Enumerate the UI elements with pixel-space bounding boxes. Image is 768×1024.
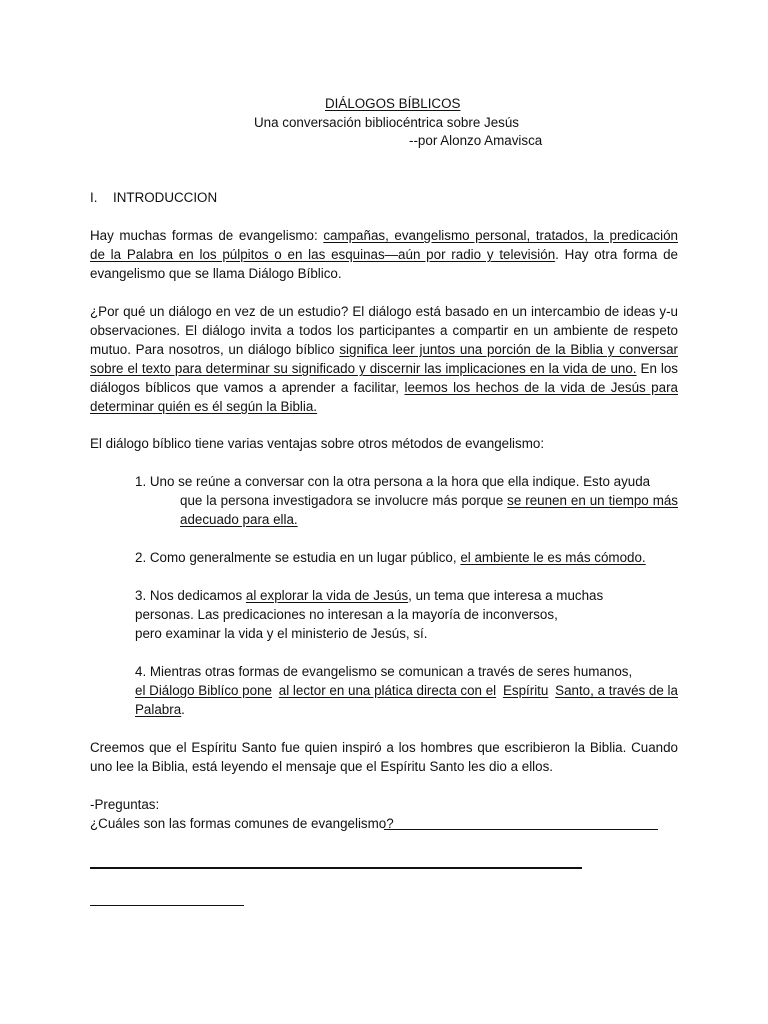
p1-text-c: . Hay otra forma de evangelismo que se llama Diálogo Bíblico. (90, 247, 678, 281)
answer-line-3[interactable] (90, 905, 244, 906)
advantages-intro: El diálogo bíblico tiene varias ventajas sobre otros métodos de evangelismo: (90, 436, 545, 451)
advantage-2 (135, 548, 646, 567)
advantage-1-continuation (180, 491, 678, 529)
intro-paragraph-1 (90, 226, 678, 283)
item4-underlined-f: Palabra (135, 702, 182, 717)
item4-underlined-b: el Diálogo Biblíco pone (135, 683, 272, 698)
p1-text-a: Hay muchas formas de evangelismo: (90, 228, 324, 243)
advantage-1-line-1: 1. Uno se reúne a conversar con la otra persona a la hora que ella indique. Esto ayuda (135, 474, 651, 489)
item3-text-a: 3. Nos dedicamos (135, 588, 246, 603)
advantage-3-line-2: personas. Las predicaciones no interesan a la mayoría de inconversos, (135, 607, 558, 622)
p2-text-c: En los diálogos bíblicos que vamos a aprender a facilitar, (90, 361, 678, 395)
document-author: --por Alonzo Amavisca (409, 133, 543, 148)
answer-line-2[interactable] (90, 867, 582, 869)
item1-text-a: que la persona investigadora se involucre más porque (180, 493, 508, 508)
answer-line-1[interactable] (384, 829, 658, 830)
section-number: I. (90, 190, 98, 205)
item3-underlined: al explorar la vida de Jesús (245, 588, 409, 603)
advantage-4-line-1: 4. Mientras otras formas de evangelismo se comunican a través de seres humanos, (135, 664, 633, 679)
item3-text-c: , un tema que interesa a muchas (408, 588, 604, 603)
item2-underlined: el ambiente le es más cómodo. (460, 550, 646, 565)
document-subtitle: Una conversación bibliocéntrica sobre Jesús (254, 115, 519, 130)
advantage-3-line-3: pero examinar la vida y el ministerio de Jesús, sí. (135, 626, 428, 641)
advantage-3-line-1 (135, 586, 603, 605)
document-title: DIÁLOGOS BÍBLICOS (325, 96, 461, 111)
item4-text-g: . (181, 702, 185, 717)
item4-underlined-d: Espíritu (502, 683, 549, 698)
advantage-4-line-3 (135, 700, 185, 719)
question-1: ¿Cuáles son las formas comunes de evangelismo? (90, 816, 394, 831)
advantage-4-line-2 (135, 681, 678, 700)
p2-text-a: ¿Por qué un diálogo en vez de un estudio? El diálogo está basado en un intercambio de ideas y-u observaciones. El diálogo invita a todos los participantes a compartir en un ambiente de respeto mutuo. Para nosotros, un diálogo bíblico (90, 304, 678, 357)
item2-text-a: 2. Como generalmente se estudia en un lugar público, (135, 550, 461, 565)
intro-paragraph-2 (90, 302, 678, 416)
p2-underlined-purpose: leemos los hechos de la vida de Jesús para determinar quién es él según la Biblia. (90, 380, 678, 414)
item4-underlined-c: al lector en una plática directa con el (278, 683, 497, 698)
holy-spirit-paragraph: Creemos que el Espíritu Santo fue quien inspiró a los hombres que escribieron la Biblia. Cuando uno lee la Biblia, está leyendo el mensaje que el Espíritu Santo les dio a ellos. (90, 740, 678, 774)
section-heading: INTRODUCCION (113, 190, 218, 205)
item1-underlined: se reunen en un tiempo más adecuado para ella. (180, 493, 679, 527)
item4-underlined-e: Santo, a través de la (555, 683, 678, 698)
p2-underlined-definition: significa leer juntos una porción de la Biblia y conversar sobre el texto para determinar su significado y discernir las implicaciones en la vida de uno. (90, 342, 678, 376)
p1-underlined-forms: campañas, evangelismo personal, tratados, la predicación de la Palabra en los púlpitos o en las esquinas—aún por radio y televisión (90, 228, 678, 262)
questions-label: -Preguntas: (90, 797, 160, 812)
